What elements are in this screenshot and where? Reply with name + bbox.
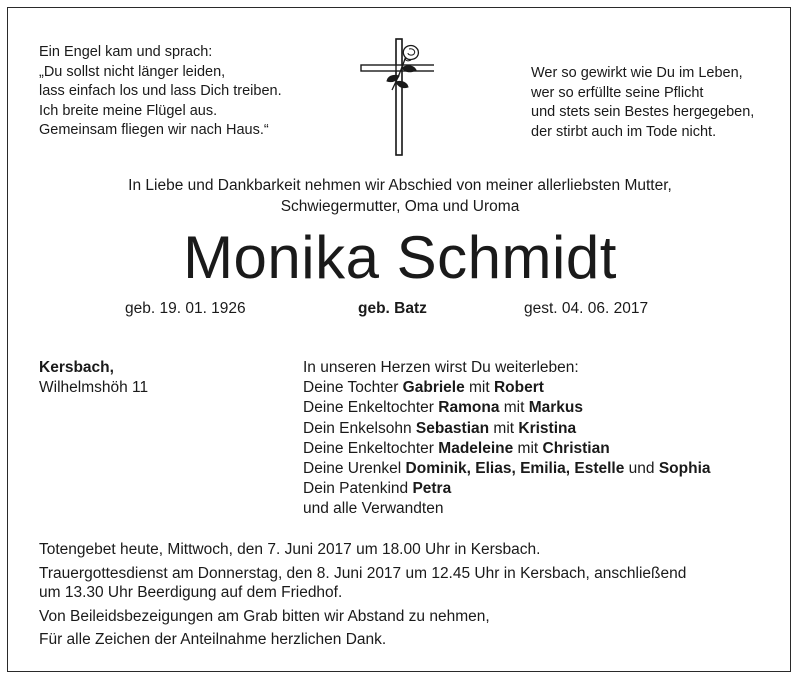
mourner-name: Ramona <box>438 399 500 417</box>
mourner-partner-name: Kristina <box>518 419 577 437</box>
verse-left-line: Ich breite meine Flügel aus. <box>39 102 218 119</box>
mourner-line <box>303 459 711 479</box>
maiden-name: geb. Batz <box>358 300 427 317</box>
intro-line: Schwiegermutter, Oma und Uroma <box>280 198 520 215</box>
mourner-partner-name: Robert <box>493 379 544 397</box>
death-date: gest. 04. 06. 2017 <box>524 300 649 317</box>
note-line: Trauergottesdienst am Donnerstag, den 8. Juni 2017 um 12.45 Uhr in Kersbach, anschließend <box>39 564 687 582</box>
note-line: Totengebet heute, Mittwoch, den 7. Juni 2017 um 18.00 Uhr in Kersbach. <box>39 541 541 558</box>
verse-left-line: „Du sollst nicht länger leiden, <box>39 63 226 80</box>
mourner-joiner: mit <box>464 379 494 397</box>
family-address <box>39 358 148 398</box>
verse-right-line: Wer so gewirkt wie Du im Leben, <box>531 65 743 81</box>
mourner-relation: Deine Tochter <box>303 379 403 397</box>
mourner-line <box>303 479 711 499</box>
note-line: Von Beileidsbezeigungen am Grab bitten wir Abstand zu nehmen, <box>39 607 490 625</box>
verse-left <box>39 43 282 141</box>
mourner-name: Sophia <box>658 460 711 478</box>
mourner-name: Petra <box>412 480 452 498</box>
note-line: Für alle Zeichen der Anteilnahme herzlichen Dank. <box>39 631 387 648</box>
mourner-line <box>303 439 711 459</box>
mourners-closing: und alle Verwandten <box>303 500 444 518</box>
mourner-name: Gabriele <box>402 379 465 397</box>
mourner-joiner: und <box>624 460 659 478</box>
mourner-relation: Deine Enkeltochter <box>303 439 439 457</box>
mourner-joiner: mit <box>489 419 519 437</box>
service-notes <box>39 540 686 650</box>
verse-right-line: und stets sein Bestes hergegeben, <box>531 104 755 120</box>
verse-left-line: lass einfach los und lass Dich treiben. <box>39 83 282 99</box>
intro-line: In Liebe und Dankbarkeit nehmen wir Abschied von meiner allerliebsten Mutter, <box>128 177 672 194</box>
verse-left-line: Gemeinsam fliegen wir nach Haus.“ <box>39 122 269 138</box>
mourners-heading: In unseren Herzen wirst Du weiterleben: <box>303 359 579 376</box>
mourner-joiner: mit <box>513 439 543 457</box>
mourner-relation: Dein Patenkind <box>303 480 413 498</box>
mourner-partner-name: Christian <box>542 439 610 457</box>
birth-date: geb. 19. 01. 1926 <box>125 300 246 317</box>
mourner-name: Sebastian <box>415 419 490 437</box>
address-street: Wilhelmshöh 11 <box>39 379 149 396</box>
verse-right-line: der stirbt auch im Tode nicht. <box>531 123 717 140</box>
mourner-names: Dominik, Elias, Emilia, Estelle <box>405 460 625 478</box>
mourner-line <box>303 378 711 398</box>
address-place: Kersbach, <box>39 359 114 376</box>
deceased-name: Monika Schmidt <box>183 224 617 291</box>
mourner-partner-name: Markus <box>528 399 583 417</box>
verse-right <box>531 64 754 142</box>
note-line: um 13.30 Uhr Beerdigung auf dem Friedhof. <box>39 584 343 601</box>
verse-right-line: wer so erfüllte seine Pflicht <box>531 84 704 101</box>
mourners-list <box>303 358 711 520</box>
mourner-joiner: mit <box>499 399 529 417</box>
verse-left-line: Ein Engel kam und sprach: <box>39 44 213 60</box>
cross-with-rose-icon <box>358 38 434 156</box>
intro-text <box>0 175 800 217</box>
mourner-name: Madeleine <box>438 439 514 457</box>
mourner-line <box>303 419 711 439</box>
mourner-relation: Deine Enkeltochter <box>303 399 439 417</box>
mourner-relation: Deine Urenkel <box>303 460 406 478</box>
mourner-relation: Dein Enkelsohn <box>303 419 416 437</box>
mourner-line <box>303 398 711 418</box>
